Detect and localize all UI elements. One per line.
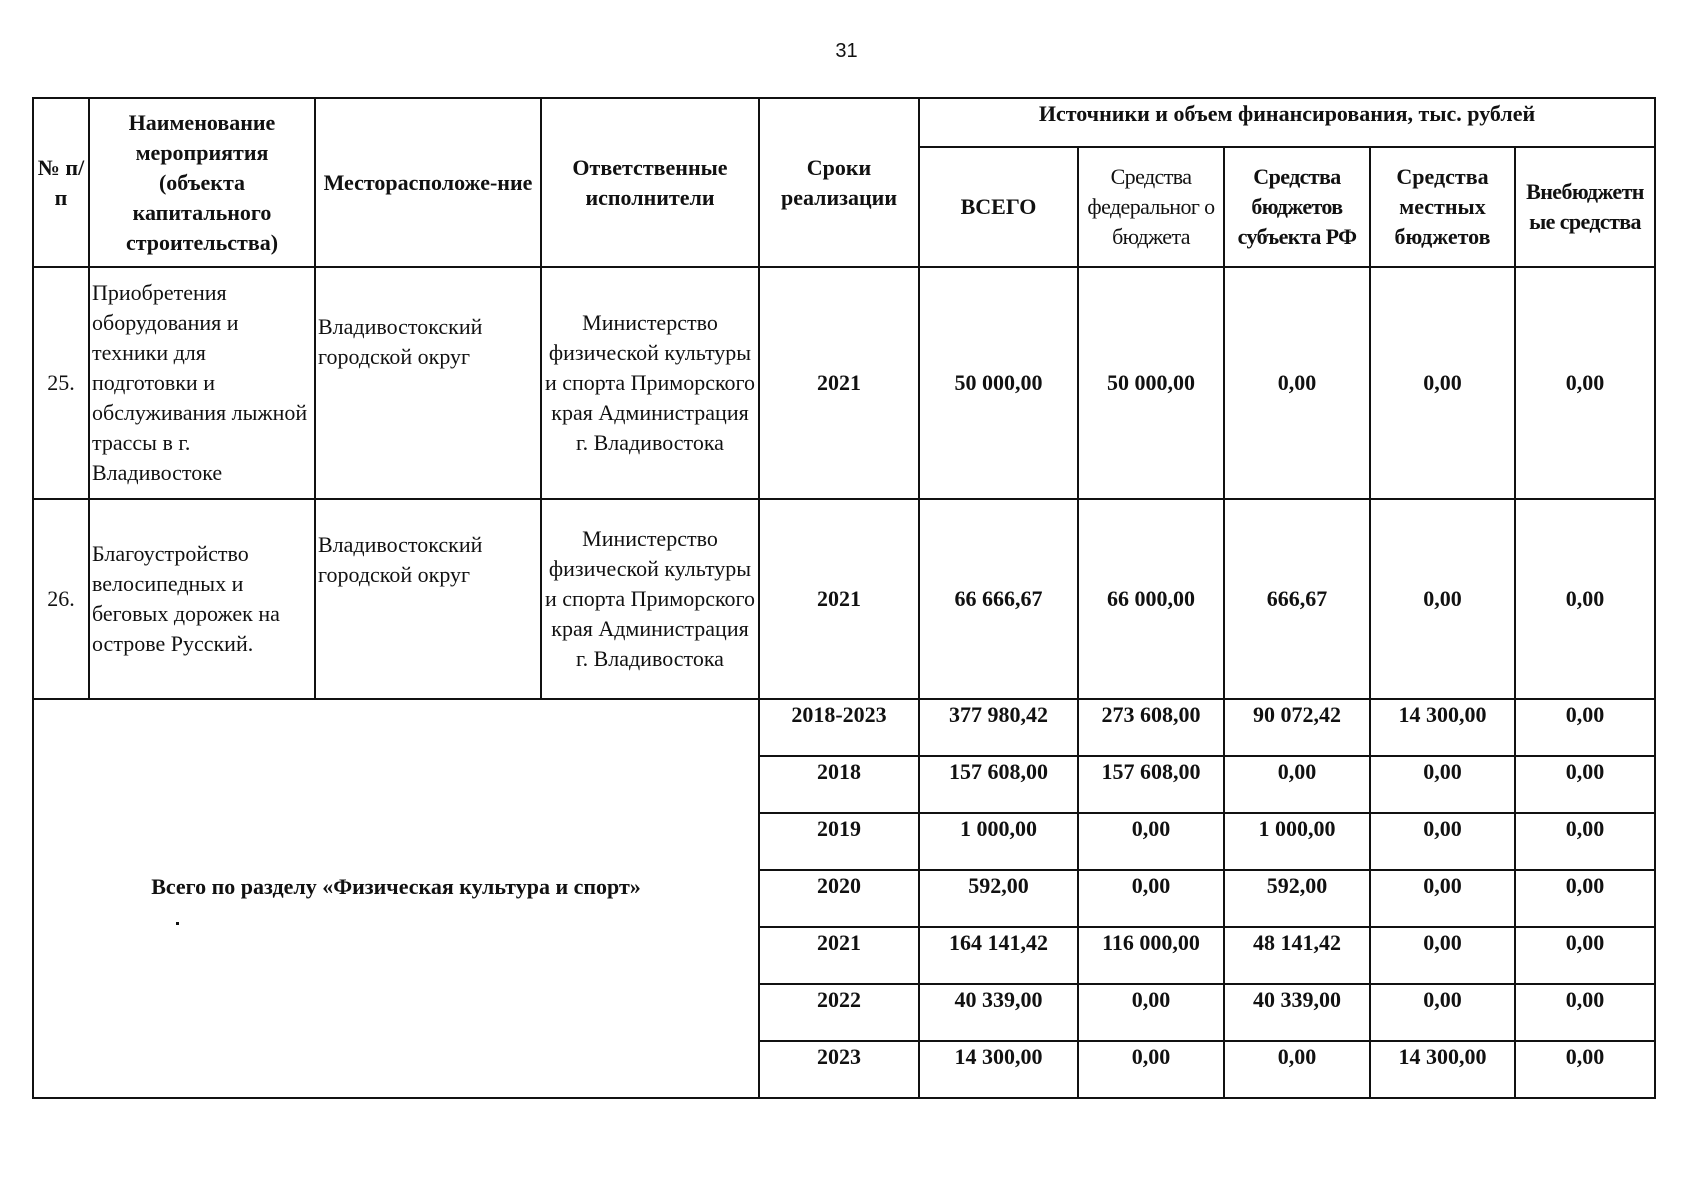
row-extra: 0,00 [1515, 499, 1655, 699]
page-number: 31 [835, 40, 858, 62]
row-extra: 0,00 [1515, 267, 1655, 499]
header-federal: Средства федеральног о бюджета [1078, 147, 1224, 267]
summary-subject: 48 141,42 [1224, 927, 1370, 984]
table-row [33, 499, 1655, 699]
header-period: Сроки реализации [759, 98, 919, 267]
summary-total: 14 300,00 [919, 1041, 1078, 1098]
summary-extra: 0,00 [1515, 870, 1655, 927]
summary-subject: 40 339,00 [1224, 984, 1370, 1041]
summary-subject: 0,00 [1224, 756, 1370, 813]
row-location: Владивостокский городской округ [315, 499, 541, 699]
summary-extra: 0,00 [1515, 699, 1655, 756]
summary-total: 377 980,42 [919, 699, 1078, 756]
summary-total: 1 000,00 [919, 813, 1078, 870]
header-name: Наименование мероприятия (объекта капитального строительства) [89, 98, 315, 267]
summary-local: 0,00 [1370, 984, 1515, 1041]
summary-subject: 592,00 [1224, 870, 1370, 927]
row-total: 50 000,00 [919, 267, 1078, 499]
summary-period: 2020 [759, 870, 919, 927]
summary-local: 0,00 [1370, 756, 1515, 813]
summary-subject: 90 072,42 [1224, 699, 1370, 756]
summary-federal: 116 000,00 [1078, 927, 1224, 984]
summary-period: 2018 [759, 756, 919, 813]
table-row [33, 267, 1655, 499]
summary-extra: 0,00 [1515, 756, 1655, 813]
summary-subject: 0,00 [1224, 1041, 1370, 1098]
row-federal: 50 000,00 [1078, 267, 1224, 499]
summary-local: 14 300,00 [1370, 699, 1515, 756]
row-subject: 0,00 [1224, 267, 1370, 499]
header-row-1 [33, 98, 1655, 147]
header-num: № п/п [33, 98, 89, 267]
stray-mark [176, 922, 179, 925]
summary-total: 592,00 [919, 870, 1078, 927]
summary-local: 0,00 [1370, 813, 1515, 870]
summary-period: 2019 [759, 813, 919, 870]
summary-extra: 0,00 [1515, 984, 1655, 1041]
row-federal: 66 000,00 [1078, 499, 1224, 699]
row-responsible: Министерство физической культуры и спорта Приморского края Администрация г. Владивостока [541, 267, 759, 499]
row-local: 0,00 [1370, 267, 1515, 499]
summary-local: 0,00 [1370, 870, 1515, 927]
row-total: 66 666,67 [919, 499, 1078, 699]
header-extra: Внебюджетн ые средства [1515, 147, 1655, 267]
summary-extra: 0,00 [1515, 813, 1655, 870]
row-period: 2021 [759, 499, 919, 699]
row-local: 0,00 [1370, 499, 1515, 699]
summary-total: 40 339,00 [919, 984, 1078, 1041]
summary-federal: 0,00 [1078, 1041, 1224, 1098]
header-location: Месторасположе-ние [315, 98, 541, 267]
summary-local: 14 300,00 [1370, 1041, 1515, 1098]
summary-label-text: Всего по разделу «Физическая культура и спорт» [151, 874, 641, 899]
row-period: 2021 [759, 267, 919, 499]
summary-total: 164 141,42 [919, 927, 1078, 984]
row-responsible: Министерство физической культуры и спорта Приморского края Администрация г. Владивостока [541, 499, 759, 699]
summary-local: 0,00 [1370, 927, 1515, 984]
header-total: ВСЕГО [919, 147, 1078, 267]
header-funding-group: Источники и объем финансирования, тыс. рублей [919, 98, 1655, 147]
row-num: 25. [33, 267, 89, 499]
summary-federal: 0,00 [1078, 984, 1224, 1041]
header-local: Средства местных бюджетов [1370, 147, 1515, 267]
summary-row [33, 699, 1655, 756]
summary-federal: 0,00 [1078, 813, 1224, 870]
row-name: Приобретения оборудования и техники для подготовки и обслуживания лыжной трассы в г. Владивостоке [89, 267, 315, 499]
summary-period: 2023 [759, 1041, 919, 1098]
summary-extra: 0,00 [1515, 927, 1655, 984]
summary-period: 2021 [759, 927, 919, 984]
summary-period: 2018-2023 [759, 699, 919, 756]
summary-federal: 157 608,00 [1078, 756, 1224, 813]
summary-extra: 0,00 [1515, 1041, 1655, 1098]
row-name: Благоустройство велосипедных и беговых дорожек на острове Русский. [89, 499, 315, 699]
row-num: 26. [33, 499, 89, 699]
summary-federal: 273 608,00 [1078, 699, 1224, 756]
header-subject: Средства бюджетов субъекта РФ [1224, 147, 1370, 267]
summary-label [33, 699, 759, 1098]
row-location: Владивостокский городской округ [315, 267, 541, 499]
header-responsible: Ответственные исполнители [541, 98, 759, 267]
summary-period: 2022 [759, 984, 919, 1041]
funding-table [32, 97, 1656, 1099]
summary-total: 157 608,00 [919, 756, 1078, 813]
summary-federal: 0,00 [1078, 870, 1224, 927]
summary-subject: 1 000,00 [1224, 813, 1370, 870]
row-subject: 666,67 [1224, 499, 1370, 699]
